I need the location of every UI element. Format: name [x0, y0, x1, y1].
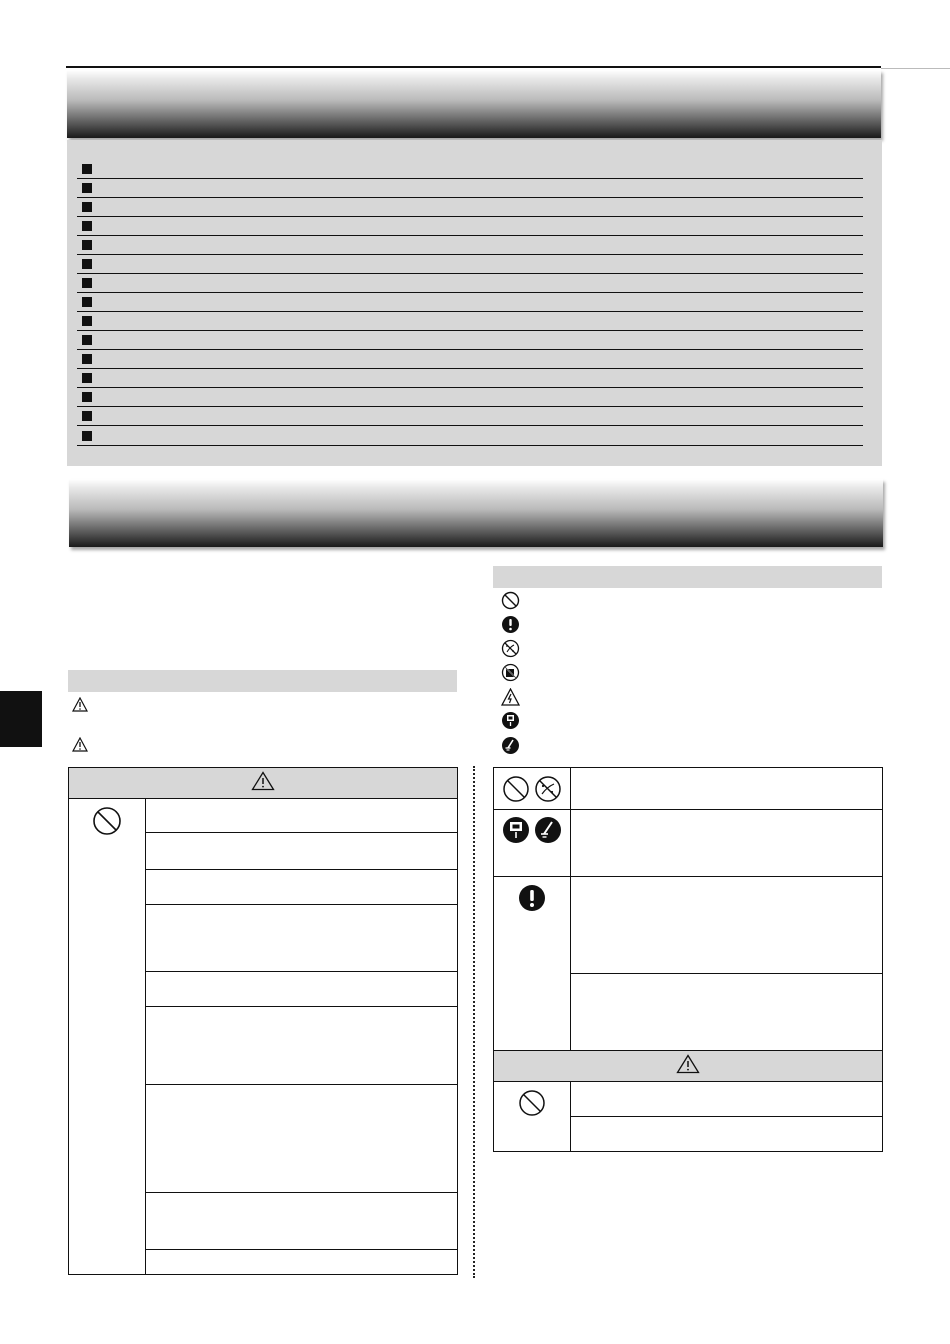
square-bullet-icon — [82, 259, 92, 269]
toc-row[interactable] — [77, 274, 863, 293]
mandatory-icon — [518, 884, 546, 912]
toc-row[interactable] — [77, 350, 863, 369]
toc-row[interactable] — [77, 217, 863, 236]
column-divider — [473, 766, 475, 1278]
toc-row[interactable] — [77, 293, 863, 312]
top-rule-extension — [881, 68, 950, 69]
square-bullet-icon — [82, 202, 92, 212]
warning-header — [69, 768, 458, 799]
square-bullet-icon — [82, 335, 92, 345]
ground-icon — [501, 736, 520, 755]
top-rule — [66, 66, 881, 68]
warning-item — [146, 1007, 458, 1085]
prohibited-icon — [518, 1089, 546, 1117]
square-bullet-icon — [82, 297, 92, 307]
square-bullet-icon — [82, 431, 92, 441]
square-bullet-icon — [82, 183, 92, 193]
warning-item — [146, 972, 458, 1007]
safety-banner — [69, 479, 883, 547]
prohibited-icon — [92, 806, 122, 836]
warning-icon-cell — [69, 799, 146, 1275]
warning-icon-cell — [494, 877, 571, 1051]
toc-row[interactable] — [77, 198, 863, 217]
warning-item — [146, 870, 458, 905]
toc-row[interactable] — [77, 179, 863, 198]
square-bullet-icon — [82, 221, 92, 231]
toc-row[interactable] — [77, 312, 863, 331]
toc-row[interactable] — [77, 369, 863, 388]
toc-row[interactable] — [77, 407, 863, 426]
square-bullet-icon — [82, 373, 92, 383]
toc-row[interactable] — [77, 388, 863, 407]
prohibited-icon — [502, 775, 530, 803]
square-bullet-icon — [82, 164, 92, 174]
warning-icon-cell — [494, 768, 571, 810]
caution-triangle-icon — [676, 1054, 700, 1074]
warning-triangle-icon — [251, 771, 275, 791]
section-side-tab — [0, 691, 42, 747]
square-bullet-icon — [82, 278, 92, 288]
square-bullet-icon — [82, 240, 92, 250]
warning-item — [146, 833, 458, 870]
do-not-wet-icon — [501, 639, 520, 658]
warning-item — [571, 974, 883, 1051]
square-bullet-icon — [82, 411, 92, 421]
square-bullet-icon — [82, 392, 92, 402]
hazard-icon — [501, 688, 520, 706]
unplug-icon — [502, 816, 530, 844]
do-not-wet-icon — [534, 775, 562, 803]
caution-item — [571, 1082, 883, 1117]
warning-item — [146, 1193, 458, 1250]
mandatory-icon — [501, 615, 520, 634]
prohibited-icon — [501, 591, 520, 610]
warning-item — [571, 810, 883, 877]
toc-row[interactable] — [77, 160, 863, 179]
caution-header — [494, 1051, 883, 1082]
square-bullet-icon — [82, 354, 92, 364]
caution-triangle-icon — [72, 737, 88, 752]
warning-icon-cell — [494, 810, 571, 877]
toc-row[interactable] — [77, 236, 863, 255]
caution-item — [571, 1117, 883, 1152]
table-of-contents — [67, 140, 882, 466]
toc-row[interactable] — [77, 255, 863, 274]
ground-icon — [534, 816, 562, 844]
caution-icon-cell — [494, 1082, 571, 1152]
contents-banner — [67, 70, 881, 138]
warning-item — [146, 799, 458, 833]
do-not-touch-wet-hands-icon — [501, 663, 520, 682]
warning-item — [571, 768, 883, 810]
warning-table-continued — [493, 767, 883, 1152]
symbols-heading-bar — [493, 566, 882, 588]
warning-item — [146, 1085, 458, 1193]
warning-item — [146, 1250, 458, 1275]
caution-triangle-icon — [72, 697, 88, 712]
toc-row[interactable] — [77, 331, 863, 350]
warning-table — [68, 767, 458, 1275]
square-bullet-icon — [82, 316, 92, 326]
unplug-icon — [501, 711, 520, 730]
warning-item — [571, 877, 883, 974]
warning-item — [146, 905, 458, 972]
toc-row[interactable] — [77, 427, 863, 446]
notes-heading-bar — [68, 670, 457, 692]
